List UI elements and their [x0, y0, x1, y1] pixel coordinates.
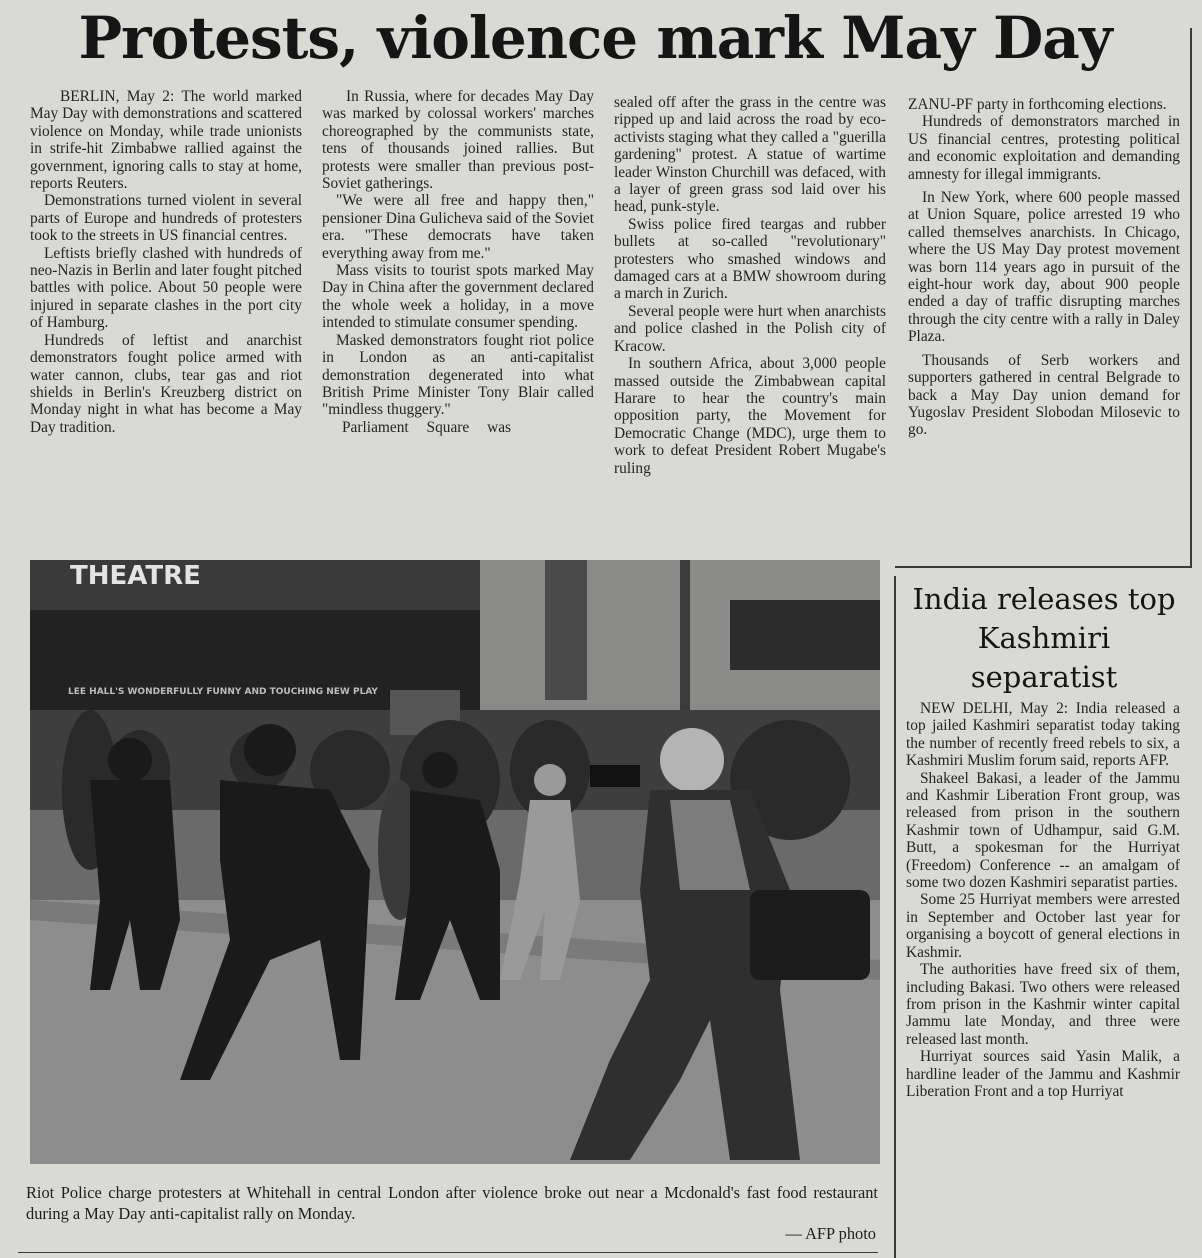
column-rule — [894, 576, 896, 1258]
paragraph: In Russia, where for decades May Day was marked by colossal workers' marches choreographed by the communists state, tens of thousands joined rallies. But protests were smaller than previous post-Soviet gatherings. — [322, 88, 594, 193]
riot-scene-photo — [30, 560, 880, 1164]
photo-caption: Riot Police charge protesters at Whitehall in central London after violence broke out near a Mcdonald's fast food restaurant during a May Day anti-capitalist rally on Monday. — [26, 1183, 878, 1223]
paragraph: Several people were hurt when anarchists and police clashed in the Polish city of Kracow. — [614, 302, 886, 355]
paragraph: ZANU-PF party in forthcoming elections. — [908, 96, 1167, 113]
side-story-body — [906, 700, 1180, 1100]
section-rule — [895, 566, 1190, 568]
article-column-1 — [30, 88, 302, 436]
paragraph: Parliament Square was — [342, 418, 512, 436]
paragraph: sealed off after the grass in the centre was ripped up and laid across the road by eco-activists staging what they called a "guerilla gardening" protest. A statue of wartime leader Winston Churchill was defaced, with a layer of green grass sod laid over his head, punk-style. — [614, 94, 886, 216]
paragraph: Leftists briefly clashed with hundreds of neo-Nazis in Berlin and later fought pitched battles with police. About 50 people were injured in separate clashes in the port city of Hamburg. — [30, 244, 302, 332]
theatre-banner: LEE HALL'S WONDERFULLY FUNNY AND TOUCHING NEW PLAY — [68, 687, 378, 697]
paragraph: Some 25 Hurriyat members were arrested in September and October last year for organising a boycott of general elections in Kashmir. — [906, 891, 1180, 961]
column-rule — [1190, 28, 1192, 568]
paragraph: Hundreds of leftist and anarchist demonstrators fought police armed with water cannon, clubs, tear gas and riot shields in Berlin's Kreuzberg district on Monday night in what has become a May Day tradition. — [30, 331, 302, 436]
article-column-2 — [322, 88, 594, 436]
article-column-4 — [908, 96, 1180, 439]
news-photo — [30, 560, 880, 1164]
side-story-headline: India releases top Kashmiri separatist — [912, 582, 1176, 694]
paragraph: "We were all free and happy then," pensioner Dina Gulicheva said of the Soviet era. "These democrats have taken everything away from me." — [322, 192, 594, 262]
paragraph: Demonstrations turned violent in several parts of Europe and hundreds of protesters took to the streets in US financial centres. — [30, 192, 302, 245]
paragraph: NEW DELHI, May 2: India released a top jailed Kashmiri separatist today taking the number of recently freed rebels to six, a Kashmiri Muslim forum said, reports AFP. — [906, 700, 1180, 770]
headline: Protests, violence mark May Day — [78, 4, 1112, 72]
paragraph: Hurriyat sources said Yasin Malik, a hardline leader of the Jammu and Kashmir Liberation Front and a top Hurriyat — [906, 1048, 1180, 1100]
paragraph: Thousands of Serb workers and supporters gathered in central Belgrade to back a May Day union demand for Yugoslav President Slobodan Milosevic to go. — [908, 351, 1180, 439]
photo-credit: — AFP photo — [785, 1224, 876, 1243]
paragraph: Hundreds of demonstrators marched in US financial centres, protesting political and economic exploitation and demanding amnesty for illegal immigrants. — [908, 113, 1180, 183]
paragraph: In New York, where 600 people massed at Union Square, police arrested 19 who called themselves anarchists. In Chicago, where the US May Day protest movement was born 114 years ago in pursuit of the eight-hour work day, about 900 people ended a day of traffic disrupting marches through the city centre with a rally in Daley Plaza. — [908, 189, 1180, 346]
paragraph: Shakeel Bakasi, a leader of the Jammu and Kashmir Liberation Front group, was released from prison in the southern Kashmir town of Udhampur, said G.M. Butt, a spokesman for the Hurriyat (Freedom) Conference -- an amalgam of some two dozen Kashmiri separatist parties. — [906, 769, 1180, 892]
paragraph: Mass visits to tourist spots marked May Day in China after the government declared the whole week a holiday, in a move intended to stimulate consumer spending. — [322, 262, 594, 332]
paragraph: In southern Africa, about 3,000 people massed outside the Zimbabwean capital Harare to hear the country's main opposition party, the Movement for Democratic Change (MDC), urge them to work to defeat President Robert Mugabe's ruling — [614, 355, 886, 477]
paragraph: The authorities have freed six of them, including Bakasi. Two others were released from prison in the Kashmir winter capital Jammu late Monday, and three were released last month. — [906, 961, 1180, 1048]
paragraph: BERLIN, May 2: The world marked May Day with demonstrations and scattered violence on Monday, while trade unionists in strife-hit Zimbabwe rallied against the government, ignoring calls to stay at home, reports Reuters. — [30, 88, 302, 193]
paragraph: Swiss police fired teargas and rubber bullets at so-called "revolutionary" protesters who smashed windows and damaged cars at a BMW showroom during a march in Zurich. — [614, 215, 886, 303]
theatre-sign: THEATRE — [70, 561, 201, 591]
bottom-rule — [18, 1252, 878, 1253]
paragraph: Masked demonstrators fought riot police in London as an anti-capitalist demonstration degenerated into what British Prime Minister Tony Blair called "mindless thuggery." — [322, 331, 594, 419]
article-column-3 — [614, 94, 886, 477]
